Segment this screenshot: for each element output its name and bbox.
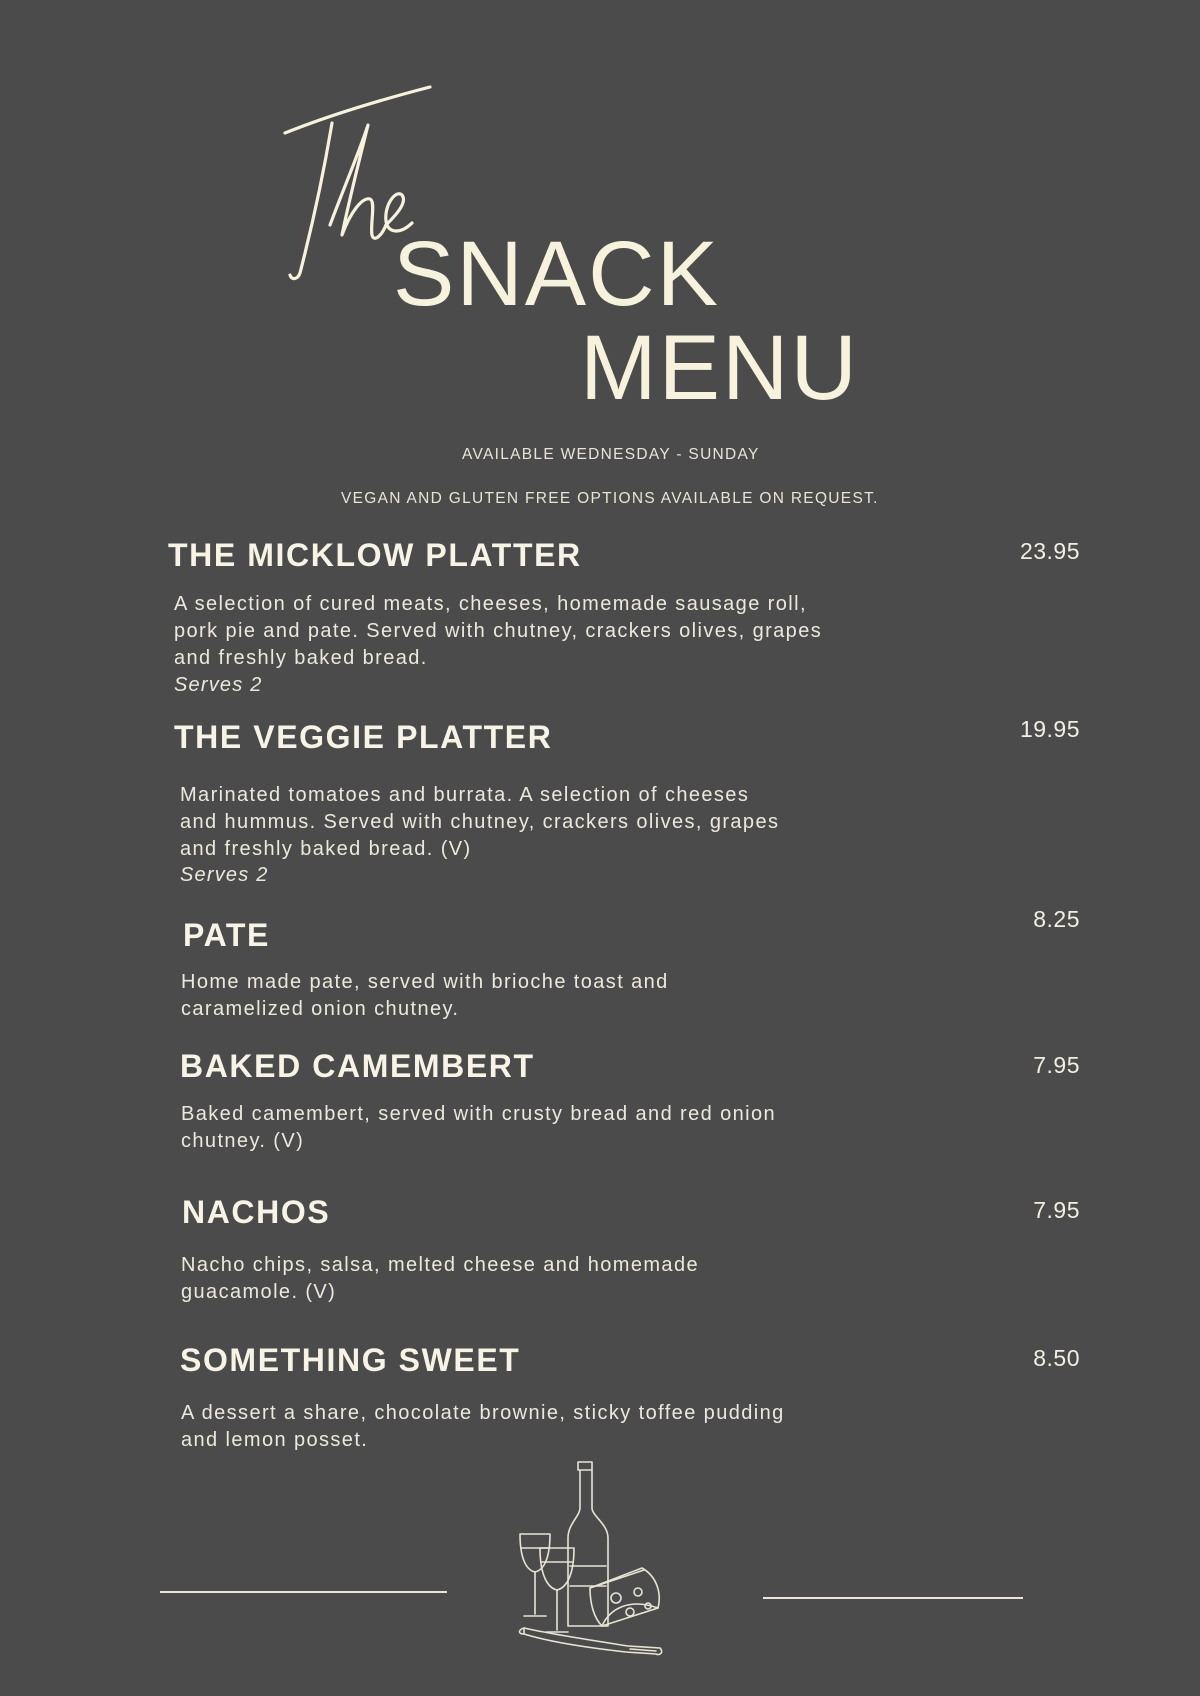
- wine-and-cheese-sketch-icon: [510, 1458, 680, 1668]
- item-price: 7.95: [1033, 1052, 1080, 1078]
- footer-divider-right: [763, 1597, 1023, 1599]
- item-price: 23.95: [1019, 538, 1080, 564]
- title-snack: SNACK: [393, 223, 720, 325]
- availability-text: AVAILABLE WEDNESDAY - SUNDAY: [462, 446, 760, 463]
- item-name: BAKED CAMEMBERT: [180, 1048, 535, 1084]
- item-serves-note: Serves 2: [174, 674, 263, 696]
- item-description: Home made pate, served with brioche toast and caramelized onion chutney.: [181, 971, 669, 1020]
- item-serves-note: Serves 2: [180, 864, 269, 886]
- item-price: 8.25: [1033, 906, 1080, 932]
- dietary-note: VEGAN AND GLUTEN FREE OPTIONS AVAILABLE ON REQUEST.: [341, 490, 879, 507]
- item-price: 8.50: [1033, 1345, 1080, 1371]
- footer-divider-left: [160, 1591, 447, 1593]
- item-name: NACHOS: [182, 1194, 331, 1230]
- title-menu: MENU: [580, 317, 859, 419]
- item-price: 19.95: [1019, 716, 1080, 742]
- item-name: PATE: [183, 917, 270, 953]
- item-description: Nacho chips, salsa, melted cheese and homemade guacamole. (V): [181, 1254, 699, 1303]
- item-description: Marinated tomatoes and burrata. A selection of cheeses and hummus. Served with chutney, crackers olives, grapes and freshly baked bread. (V): [180, 784, 780, 860]
- item-description: A dessert a share, chocolate brownie, sticky toffee pudding and lemon posset.: [181, 1402, 785, 1451]
- item-name: THE VEGGIE PLATTER: [174, 719, 553, 755]
- item-price: 7.95: [1033, 1197, 1080, 1223]
- item-name: THE MICKLOW PLATTER: [168, 537, 582, 573]
- item-description: Baked camembert, served with crusty bread and red onion chutney. (V): [181, 1103, 777, 1152]
- item-name: SOMETHING SWEET: [180, 1342, 521, 1378]
- item-description: A selection of cured meats, cheeses, homemade sausage roll, pork pie and pate. Served with chutney, crackers olives, grapes and freshly baked bread.: [174, 593, 823, 669]
